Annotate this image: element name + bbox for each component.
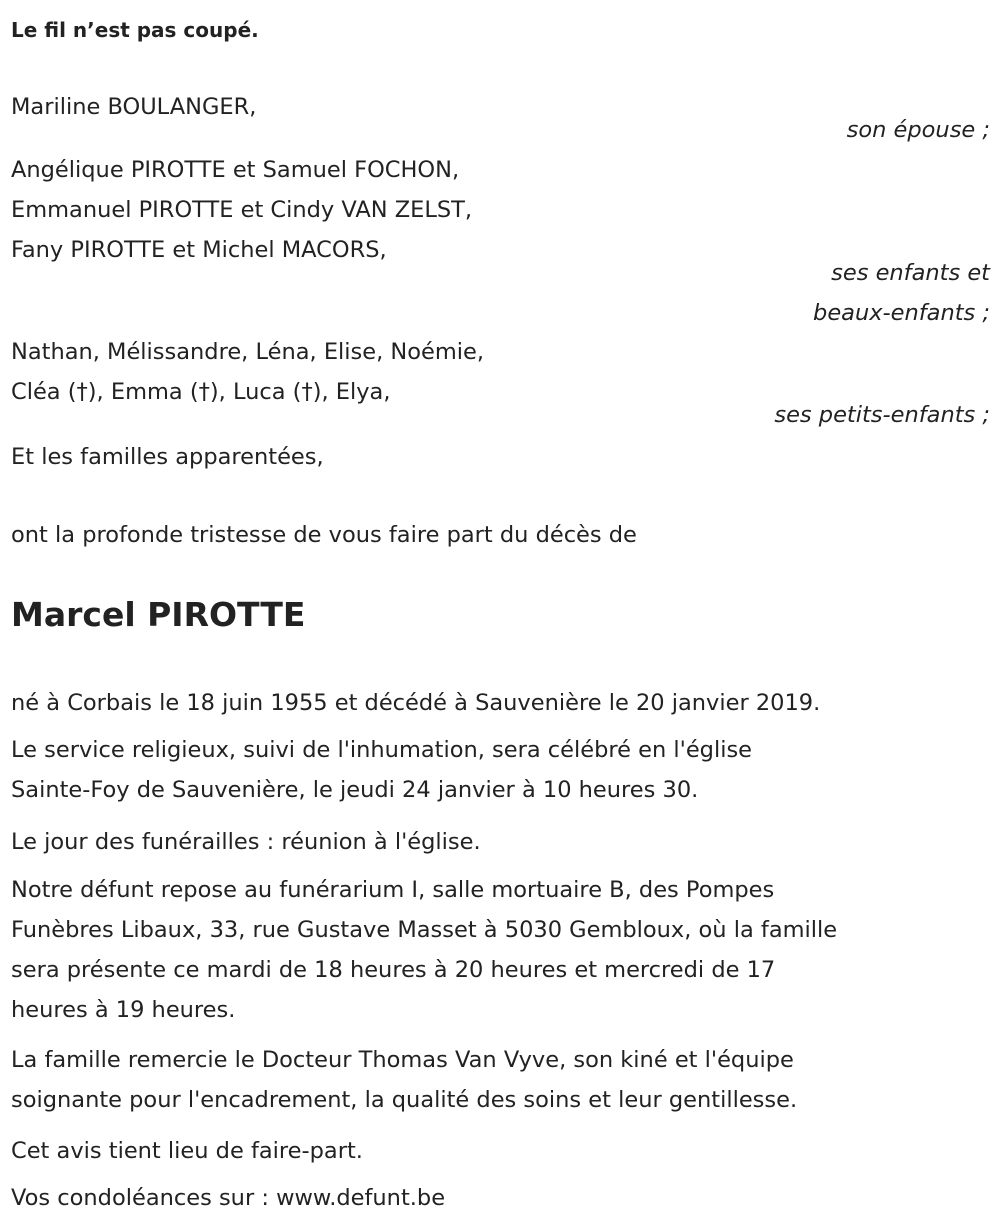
grandchildren-line: Cléa (†), Emma (†), Luca (†), Elya, — [11, 379, 391, 405]
spouse-role: son épouse ; — [846, 117, 990, 143]
visitation-line: sera présente ce mardi de 18 heures à 20 heures et mercredi de 17 — [11, 957, 776, 983]
relatives: Et les familles apparentées, — [11, 444, 324, 470]
birth-death: né à Corbais le 18 juin 1955 et décédé à Sauvenière le 20 janvier 2019. — [11, 690, 821, 716]
child-line: Angélique PIROTTE et Samuel FOCHON, — [11, 157, 460, 183]
visitation-line: Funèbres Libaux, 33, rue Gustave Masset à 5030 Gembloux, où la famille — [11, 917, 838, 943]
condolences: Vos condoléances sur : www.defunt.be — [11, 1185, 446, 1211]
deceased-name: Marcel PIROTTE — [11, 595, 306, 634]
header-quote: Le fil n’est pas coupé. — [11, 18, 259, 42]
spouse-name: Mariline BOULANGER, — [11, 94, 257, 120]
grandchildren-line: Nathan, Mélissandre, Léna, Elise, Noémie, — [11, 339, 485, 365]
notice: Cet avis tient lieu de faire-part. — [11, 1138, 363, 1164]
visitation-line: Notre défunt repose au funérarium I, salle mortuaire B, des Pompes — [11, 877, 775, 903]
child-line: Fany PIROTTE et Michel MACORS, — [11, 237, 387, 263]
visitation-line: heures à 19 heures. — [11, 997, 236, 1023]
service-line: Le service religieux, suivi de l'inhumation, sera célébré en l'église — [11, 737, 753, 763]
funeral-day: Le jour des funérailles : réunion à l'église. — [11, 829, 481, 855]
thanks-line: La famille remercie le Docteur Thomas Van Vyve, son kiné et l'équipe — [11, 1047, 794, 1073]
service-line: Sainte-Foy de Sauvenière, le jeudi 24 janvier à 10 heures 30. — [11, 777, 699, 803]
grandchildren-role: ses petits-enfants ; — [774, 402, 990, 428]
children-role: beaux-enfants ; — [813, 300, 990, 326]
announcement: ont la profonde tristesse de vous faire part du décès de — [11, 522, 637, 548]
child-line: Emmanuel PIROTTE et Cindy VAN ZELST, — [11, 197, 473, 223]
children-role: ses enfants et — [831, 260, 990, 286]
thanks-line: soignante pour l'encadrement, la qualité des soins et leur gentillesse. — [11, 1087, 798, 1113]
